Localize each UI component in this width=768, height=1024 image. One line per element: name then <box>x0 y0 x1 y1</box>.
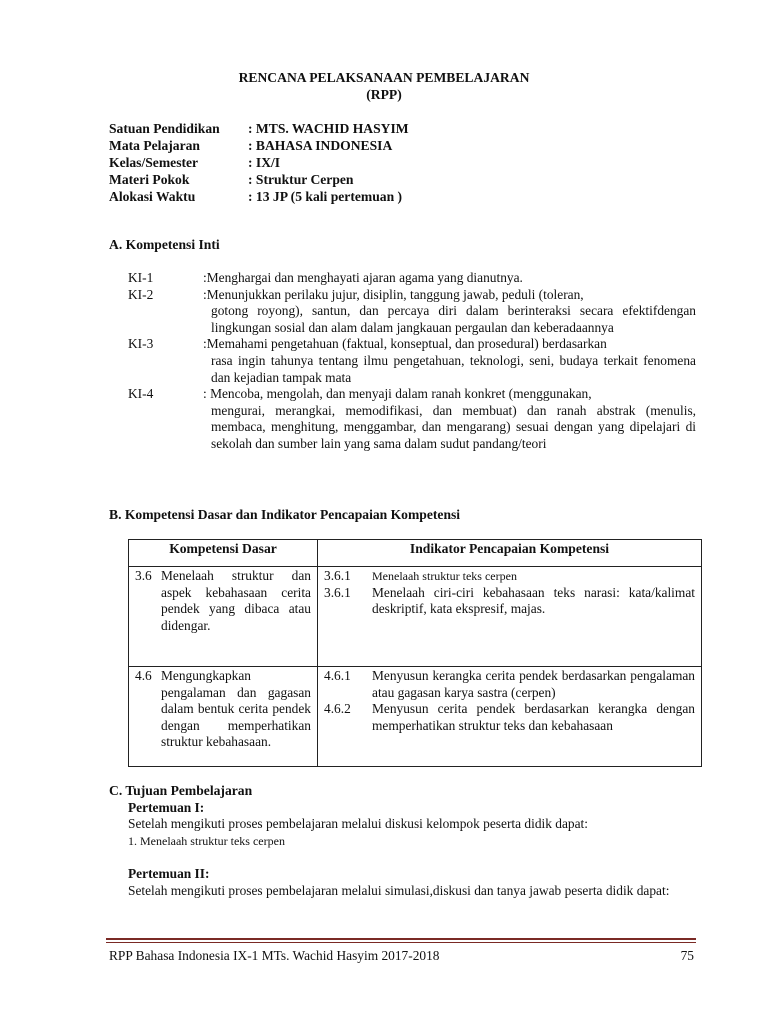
identity-row <box>109 188 409 205</box>
kd-cell <box>129 667 318 767</box>
core-competence-list <box>128 270 696 453</box>
identity-label: Satuan Pendidikan <box>109 121 220 136</box>
page-footer <box>109 948 694 964</box>
kd-text: Menelaah struktur dan aspek kebahasaan cerita pendek yang dibaca atau didengar. <box>161 568 311 633</box>
meeting-1-item: 1. Menelaah struktur teks cerpen <box>128 833 285 848</box>
indicator-item <box>324 701 695 734</box>
footer-rule <box>106 938 696 940</box>
identity-row <box>109 154 409 171</box>
kd-number: 4.6 <box>135 668 152 683</box>
table-header-kd: Kompetensi Dasar <box>129 540 318 567</box>
competence-table <box>128 539 702 767</box>
identity-value: : BAHASA INDONESIA <box>248 138 393 153</box>
meeting-1-title: Pertemuan I: <box>128 799 205 815</box>
ki-item <box>128 336 696 386</box>
ki-code: KI-1 <box>128 270 154 285</box>
indicator-text: Menyusun cerita pendek berdasarkan kerangka dengan memperhatikan struktur teks dan kebahasaan <box>372 701 695 733</box>
ki-continuation: gotong royong), santun, dan percaya diri dalam berinteraksi secara efektifdengan lingkungan sosial dan alam dalam jangkauan pergaulan dan keberadaannya <box>211 303 696 335</box>
identity-value: : Struktur Cerpen <box>248 172 354 187</box>
document-subtitle: (RPP) <box>366 87 402 102</box>
ki-body <box>203 336 696 386</box>
footer-text: RPP Bahasa Indonesia IX-1 MTs. Wachid Hasyim 2017-2018 <box>109 948 440 963</box>
kd-item <box>135 568 311 634</box>
indicator-number: 4.6.1 <box>324 668 351 683</box>
ki-body <box>203 287 696 337</box>
indicator-cell <box>318 667 702 767</box>
ki-item <box>128 386 696 452</box>
identity-value: : MTS. WACHID HASYIM <box>248 121 409 136</box>
identity-value: : IX/I <box>248 155 281 170</box>
indicator-cell <box>318 567 702 667</box>
ki-text: :Menunjukkan perilaku jujur, disiplin, tanggung jawab, peduli (toleran, <box>203 286 584 302</box>
ki-text: : Mencoba, mengolah, dan menyaji dalam ranah konkret (menggunakan, <box>203 386 592 402</box>
ki-code: KI-3 <box>128 336 154 352</box>
section-c-heading: C. Tujuan Pembelajaran <box>109 783 253 798</box>
learning-objectives <box>109 783 699 900</box>
indicator-number: 3.6.1 <box>324 584 351 600</box>
indicator-number: 4.6.2 <box>324 701 351 717</box>
ki-continuation: mengurai, merangkai, memodifikasi, dan membuat) dan ranah abstrak (menulis, membaca, menghitung, menggambar, dan mengarang) sesuai dengan yang dipelajari di sekolah dan sumber lain yang sama dalam sudut pandang/teori <box>211 402 696 451</box>
kd-cell <box>129 567 318 667</box>
document-title: RENCANA PELAKSANAAN PEMBELAJARAN <box>238 70 530 85</box>
ki-continuation: rasa ingin tahunya tentang ilmu pengetahuan, teknologi, seni, budaya terkait fenomena dan kejadian tampak mata <box>211 352 696 385</box>
table-row <box>129 567 702 667</box>
footer-rule <box>106 942 696 943</box>
identity-row <box>109 120 409 137</box>
identity-row <box>109 171 409 188</box>
ki-text: :Memahami pengetahuan (faktual, konseptual, dan prosedural) berdasarkan <box>203 336 607 352</box>
table-header-row <box>129 540 702 567</box>
ki-body <box>203 386 696 452</box>
indicator-item <box>324 568 695 585</box>
ki-text: :Menghargai dan menghayati ajaran agama yang dianutnya. <box>203 270 523 285</box>
table-row <box>129 667 702 767</box>
section-a-heading: A. Kompetensi Inti <box>109 237 220 252</box>
indicator-item <box>324 668 695 701</box>
section-b-heading: B. Kompetensi Dasar dan Indikator Pencapaian Kompetensi <box>109 507 461 522</box>
indicator-number: 3.6.1 <box>324 568 351 583</box>
page-number: 75 <box>680 948 694 963</box>
kd-number: 3.6 <box>135 568 152 583</box>
identity-label: Alokasi Waktu <box>109 189 196 204</box>
ki-code: KI-4 <box>128 386 154 402</box>
ki-item <box>128 287 696 337</box>
table-header-indicator: Indikator Pencapaian Kompetensi <box>318 540 702 567</box>
ki-code: KI-2 <box>128 286 154 302</box>
identity-label: Mata Pelajaran <box>109 138 200 153</box>
identity-label: Materi Pokok <box>109 172 190 187</box>
kd-text: Mengungkapkan pengalaman dan gagasan dalam bentuk cerita pendek dengan memperhatikan struktur kebahasaan. <box>161 668 311 750</box>
indicator-text: Menyusun kerangka cerita pendek berdasarkan pengalaman atau gagasan karya sastra (cerpen) <box>372 668 695 700</box>
meeting-1-text: Setelah mengikuti proses pembelajaran melalui diskusi kelompok peserta didik dapat: <box>128 816 589 832</box>
identity-value: : 13 JP (5 kali pertemuan ) <box>248 189 403 204</box>
indicator-text: Menelaah struktur teks cerpen <box>372 569 517 583</box>
identity-label: Kelas/Semester <box>109 155 199 170</box>
meeting-2-title: Pertemuan II: <box>128 866 210 882</box>
identity-row <box>109 137 409 154</box>
meeting-2-text: Setelah mengikuti proses pembelajaran melalui simulasi,diskusi dan tanya jawab peserta didik dapat: <box>128 882 670 898</box>
kd-item <box>135 668 311 751</box>
indicator-item <box>324 585 695 618</box>
ki-item <box>128 270 696 287</box>
identity-block <box>109 120 409 205</box>
indicator-text: Menelaah ciri-ciri kebahasaan teks narasi: kata/kalimat deskriptif, kata ekspresif, majas. <box>372 584 695 617</box>
